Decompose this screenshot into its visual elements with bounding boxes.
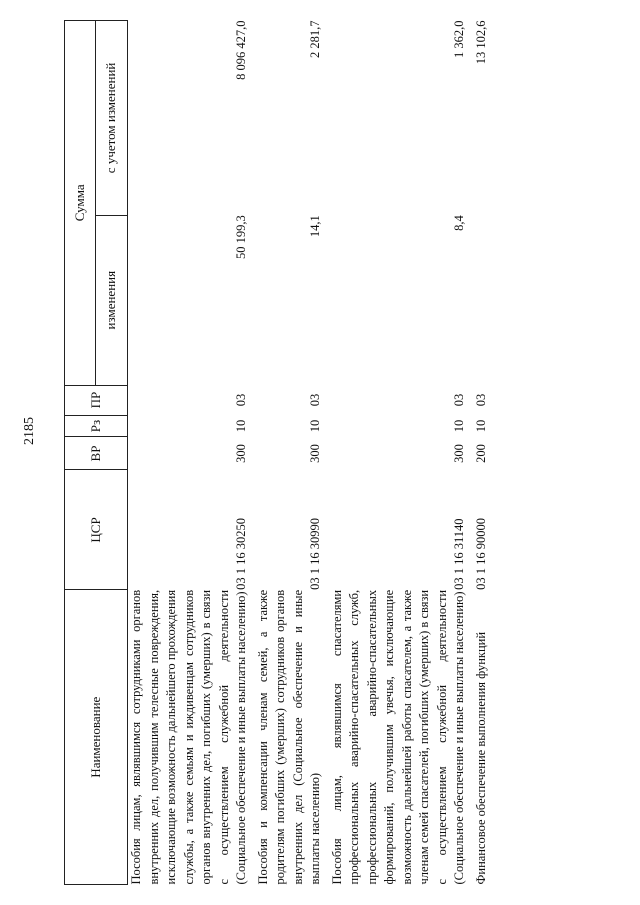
table-row <box>255 21 329 885</box>
budget-table <box>64 20 490 885</box>
row-name: Пособия лицам, являвшимся спасателями профессиональных аварийно-спасательных служб, профессиональных аварийно-спасательных формирований, получившим увечья, исключающие возможность дальнейшей работы спасателем, а также членам семей спасателей, погибших (умерших) в связи с осуществлением служебной деятельности (Социальное обеспечение и иные выплаты населению) <box>329 589 466 885</box>
table-row <box>128 21 255 885</box>
table-row <box>329 21 473 885</box>
row-total: 13 102,6 <box>473 20 488 65</box>
header-vr: ВР <box>65 437 128 470</box>
row-name: Пособия лицам, являвшимся сотрудниками органов внутренних дел, получившим телесные повреждения, исключающие возможность дальнейшего прохождения службы, а также семьям и иждивенцам сотрудников органов внутренних дел, погибших (умерших) в связи с осуществлением служебной деятельности (Социальное обеспечение и иные выплаты населению) <box>129 589 248 885</box>
row-pr: 03 <box>473 393 488 407</box>
document-page <box>20 20 620 885</box>
header-pr: ПР <box>65 385 128 415</box>
header-name: Наименование <box>65 590 128 885</box>
row-name: Пособия и компенсации членам семей, а также родителям погибших (умерших) сотрудников органов внутренних дел (Социальное обеспечение и иные выплаты населению) <box>255 589 322 885</box>
row-pr: 03 <box>308 393 322 407</box>
row-total: 1 362,0 <box>452 20 466 58</box>
row-rz: 10 <box>234 419 248 433</box>
row-pr: 03 <box>452 393 466 407</box>
header-sum: Сумма <box>65 21 96 386</box>
row-csr: 03 1 16 31140 <box>452 518 466 590</box>
row-change: 50 199,3 <box>234 215 248 260</box>
header-csr: ЦСР <box>65 470 128 590</box>
row-rz: 10 <box>308 419 322 433</box>
row-csr: 03 1 16 30250 <box>234 518 248 590</box>
row-total: 2 281,7 <box>308 20 322 58</box>
row-vr: 300 <box>234 444 248 463</box>
row-vr: 200 <box>473 444 488 463</box>
row-csr: 03 1 16 30990 <box>308 518 322 590</box>
header-rz: Рз <box>65 415 128 437</box>
row-rz: 10 <box>452 419 466 433</box>
table-row <box>473 21 491 885</box>
header-total: с учетом изменений <box>96 21 128 216</box>
row-total: 8 096 427,0 <box>234 20 248 80</box>
row-name: Финансовое обеспечение выполнения функций <box>473 631 488 885</box>
row-change: 8,4 <box>452 215 466 231</box>
page-number: 2185 <box>22 417 37 445</box>
row-pr: 03 <box>234 393 248 407</box>
row-vr: 300 <box>308 444 322 463</box>
row-change <box>473 215 491 385</box>
row-vr: 300 <box>452 444 466 463</box>
header-change: изменения <box>96 215 128 385</box>
row-rz: 10 <box>473 419 488 433</box>
row-change: 14,1 <box>308 215 322 238</box>
row-csr: 03 1 16 90000 <box>473 518 488 590</box>
